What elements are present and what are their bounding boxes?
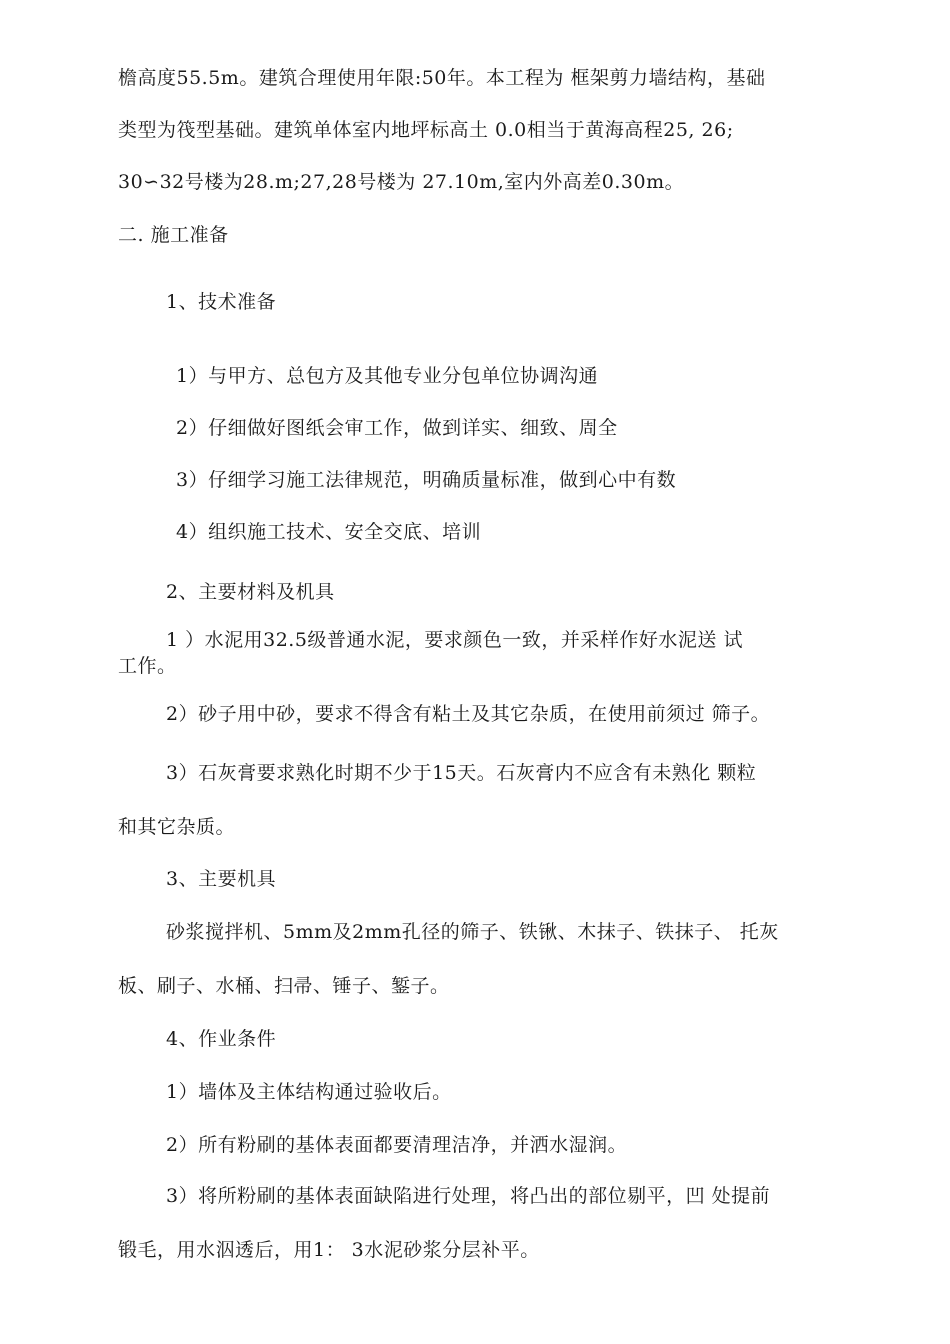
list-item: 1）与甲方、总包方及其他专业分包单位协调沟通 — [176, 365, 599, 387]
list-item: 2）砂子用中砂，要求不得含有粘土及其它杂质，在使用前须过 筛子。 — [166, 703, 771, 725]
list-item-continuation: 工作。 — [118, 655, 177, 677]
list-item: 3）石灰膏要求熟化时期不少于15天。石灰膏内不应含有未熟化 颗粒 — [166, 762, 757, 784]
list-item-continuation: 和其它杂质。 — [118, 816, 236, 838]
subsection-heading-conditions: 4、作业条件 — [166, 1028, 277, 1050]
subsection-heading-technical: 1、技术准备 — [166, 291, 277, 313]
section-heading: 二. 施工准备 — [118, 224, 229, 246]
list-item: 3）仔细学习施工法律规范，明确质量标准，做到心中有数 — [176, 469, 677, 491]
list-item: 3）将所粉刷的基体表面缺陷进行处理，将凸出的部位剔平，凹 处提前 — [166, 1185, 771, 1207]
list-item: 4）组织施工技术、安全交底、培训 — [176, 521, 482, 543]
list-item-continuation: 锻毛，用水泅透后，用1： 3水泥砂浆分层补平。 — [118, 1239, 540, 1261]
body-line-1: 檐高度55.5m。建筑合理使用年限:50年。本工程为 框架剪力墙结构，基础 — [118, 67, 766, 89]
body-line-3: 30∽32号楼为28.m;27,28号楼为 27.10m,室内外高差0.30m。 — [118, 171, 685, 193]
body-line-tools-continuation: 板、刷子、水桶、扫帚、锤子、錾子。 — [118, 975, 450, 997]
body-line-tools: 砂浆搅拌机、5mm及2mm孔径的筛子、铁锹、木抹子、铁抹子、 托灰 — [166, 921, 779, 943]
list-item: 2）仔细做好图纸会审工作，做到详实、细致、周全 — [176, 417, 618, 439]
list-item: 1 ）水泥用32.5级普通水泥，要求颜色一致，并采样作好水泥送 试 — [166, 629, 743, 651]
subsection-heading-tools: 3、主要机具 — [166, 868, 277, 890]
list-item: 2）所有粉刷的基体表面都要清理洁净，并洒水湿润。 — [166, 1134, 628, 1156]
list-item: 1）墙体及主体结构通过验收后。 — [166, 1081, 452, 1103]
subsection-heading-materials: 2、主要材料及机具 — [166, 581, 335, 603]
body-line-2: 类型为筏型基础。建筑单体室内地坪标高土 0.0相当于黄海高程25, 26; — [118, 119, 734, 141]
